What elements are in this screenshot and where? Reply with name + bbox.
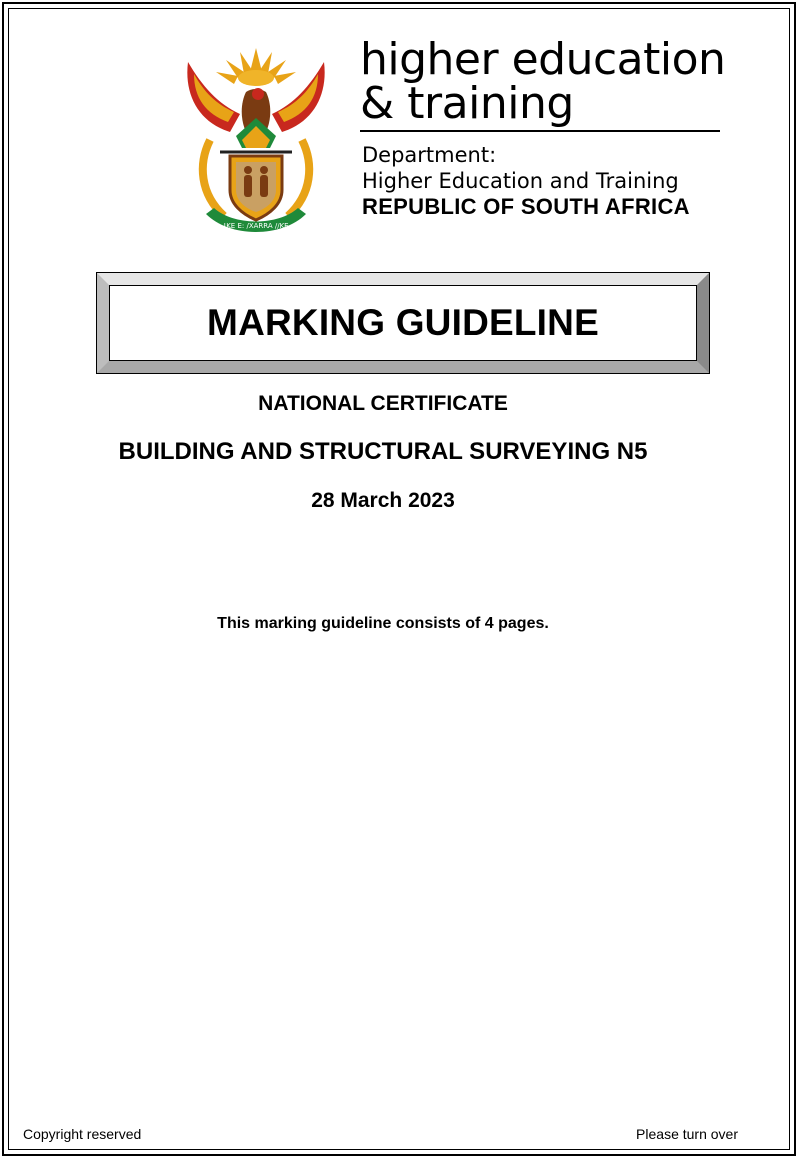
department-name-line2: & training <box>360 78 574 129</box>
department-divider <box>360 130 720 132</box>
title-panel <box>109 285 697 361</box>
department-subheading <box>362 142 690 220</box>
footer-copyright: Copyright reserved <box>23 1126 142 1142</box>
title-frame <box>96 272 710 374</box>
subject-heading: BUILDING AND STRUCTURAL SURVEYING N5 <box>118 438 648 465</box>
country-name: REPUBLIC OF SOUTH AFRICA <box>362 194 690 219</box>
certificate-heading: NATIONAL CERTIFICATE <box>258 392 508 415</box>
exam-date: 28 March 2023 <box>311 489 455 512</box>
document-title: MARKING GUIDELINE <box>207 302 599 343</box>
department-label: Department: <box>362 143 497 167</box>
department-name-line1: higher education <box>360 34 726 85</box>
emblem-motto-text: !KE E: /XARRA //KE <box>223 222 289 230</box>
department-heading <box>360 34 740 219</box>
pages-note: This marking guideline consists of 4 pages. <box>217 615 549 632</box>
footer-turn-over: Please turn over <box>636 1126 738 1142</box>
department-full-name: Higher Education and Training <box>362 169 679 193</box>
coat-of-arms-icon <box>180 44 332 240</box>
